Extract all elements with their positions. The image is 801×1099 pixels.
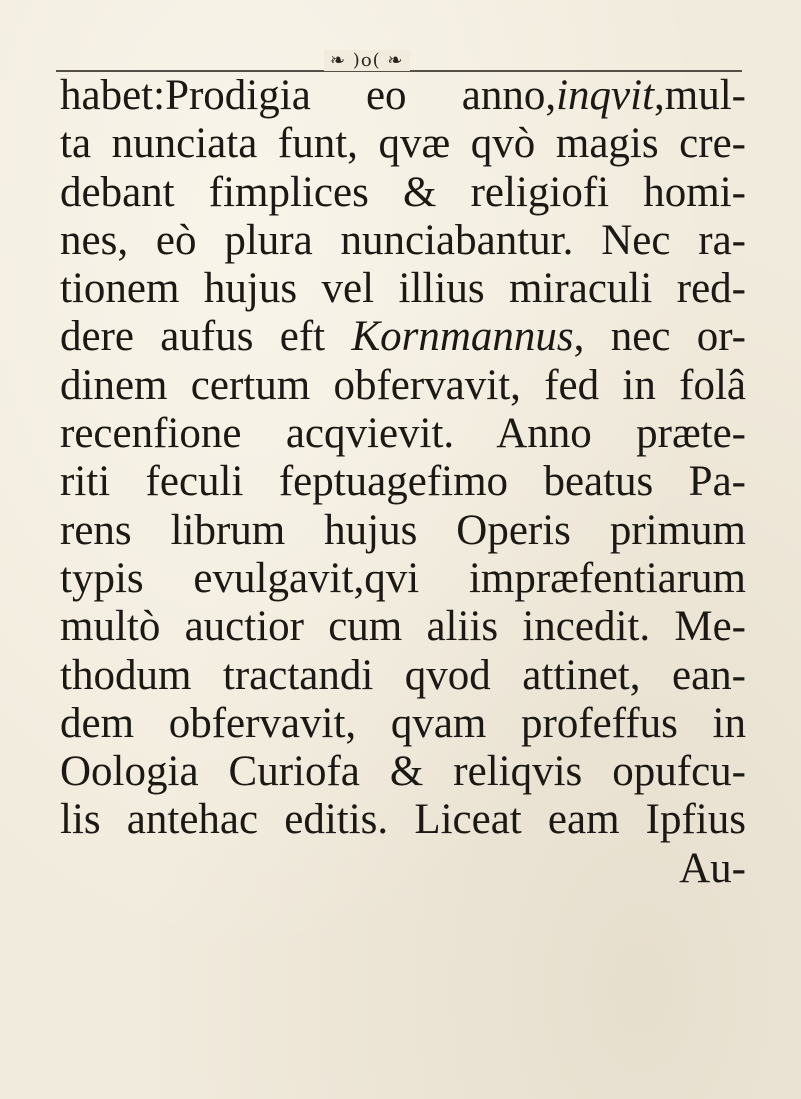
body-text (60, 72, 746, 893)
text-line: debant fimplices & religiofi homi- (60, 168, 746, 216)
ornament-fleuron-icon: ❧ )o( ❧ (324, 50, 410, 71)
text-line: thodum tractandi qvod attinet, ean- (60, 651, 746, 699)
catchword: Au- (679, 844, 746, 892)
header-ornament-rule (56, 50, 742, 72)
text-line: lis antehac editis. Liceat eam Ipfius (60, 796, 746, 844)
text-line: dem obfervavit, qvam profeffus in (60, 699, 746, 747)
text-line: nes, eò plura nunciabantur. Nec ra- (60, 216, 746, 264)
text-line: riti feculi feptuagefimo beatus Pa- (60, 458, 746, 506)
text-line: dere aufus eft Kornmannus, nec or- (60, 313, 746, 361)
text-line: dinem certum obfervavit, fed in folâ (60, 361, 746, 409)
text-line: rens librum hujus Operis primum (60, 506, 746, 554)
text-line: typis evulgavit,qvi impræfentiarum (60, 554, 746, 602)
text-line: multò auctior cum aliis incedit. Me- (60, 603, 746, 651)
text-line: ta nunciata funt, qvæ qvò magis cre- (60, 120, 746, 168)
text-line: habet:Prodigia eo anno,inqvit,mul- (60, 72, 746, 119)
text-line: recenfione acqvievit. Anno præte- (60, 410, 746, 458)
text-line: Oologia Curiofa & reliqvis opufcu- (60, 748, 746, 796)
show-through-bleed (90, 1030, 710, 1090)
text-line: tionem hujus vel illius miraculi red- (60, 265, 746, 313)
italic-name: Kornmannus (351, 313, 574, 361)
